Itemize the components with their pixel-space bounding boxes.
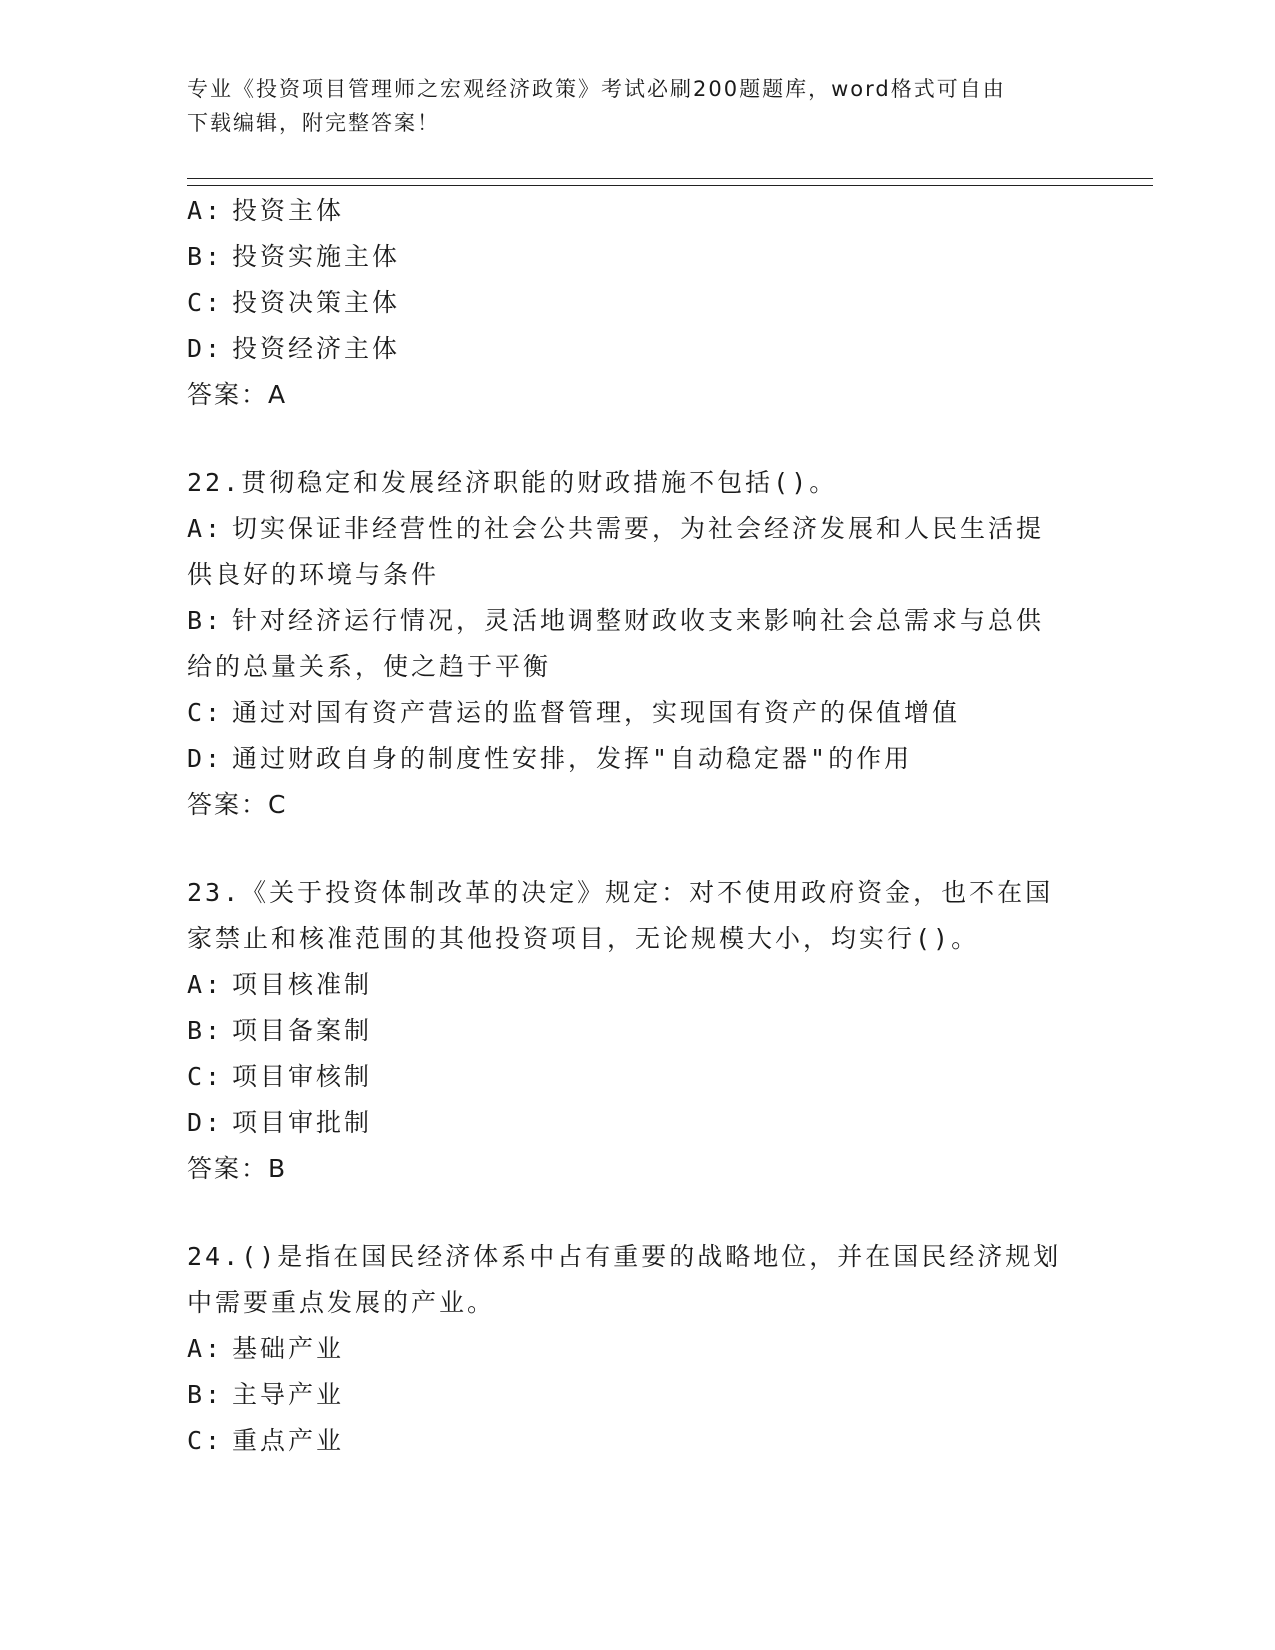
option-a: A: 切实保证非经营性的社会公共需要，为社会经济发展和人民生活提 xyxy=(187,514,1045,543)
option-a: A: 投资主体 xyxy=(187,196,345,225)
option-c: C: 投资决策主体 xyxy=(187,288,401,317)
header-title-line-2: 下载编辑，附完整答案！ xyxy=(187,111,440,135)
question-24 xyxy=(187,1234,1087,1464)
question-stem-line-2: 家禁止和核准范围的其他投资项目，无论规模大小，均实行()。 xyxy=(187,924,980,953)
question-23 xyxy=(187,870,1087,1192)
header-double-rule xyxy=(187,178,1153,186)
option-c: C: 重点产业 xyxy=(187,1426,345,1455)
answer-line: 答案：A xyxy=(187,380,288,409)
question-22 xyxy=(187,460,1087,828)
question-21 xyxy=(187,188,1087,418)
option-d: D: 项目审批制 xyxy=(187,1108,373,1137)
option-b: B: 主导产业 xyxy=(187,1380,345,1409)
option-b: B: 针对经济运行情况，灵活地调整财政收支来影响社会总需求与总供 xyxy=(187,606,1045,635)
option-a: A: 项目核准制 xyxy=(187,970,373,999)
answer-line: 答案：B xyxy=(187,1154,288,1183)
answer-line: 答案：C xyxy=(187,790,288,819)
option-b-continued: 给的总量关系，使之趋于平衡 xyxy=(187,652,552,681)
option-c: C: 项目审核制 xyxy=(187,1062,373,1091)
option-b: B: 投资实施主体 xyxy=(187,242,401,271)
question-stem-line-2: 中需要重点发展的产业。 xyxy=(187,1288,496,1317)
option-c: C: 通过对国有资产营运的监督管理，实现国有资产的保值增值 xyxy=(187,698,961,727)
question-stem-line-1: 23.《关于投资体制改革的决定》规定：对不使用政府资金，也不在国 xyxy=(187,878,1054,907)
header-title-line-1: 专业《投资项目管理师之宏观经济政策》考试必刷200题题库，word格式可自由 xyxy=(187,77,1006,101)
question-content xyxy=(187,188,1087,1464)
option-a-continued: 供良好的环境与条件 xyxy=(187,560,440,589)
document-header xyxy=(187,72,1087,140)
option-b: B: 项目备案制 xyxy=(187,1016,373,1045)
question-stem: 22.贯彻稳定和发展经济职能的财政措施不包括()。 xyxy=(187,468,838,497)
question-stem-line-1: 24.()是指在国民经济体系中占有重要的战略地位，并在国民经济规划 xyxy=(187,1242,1062,1271)
option-d: D: 投资经济主体 xyxy=(187,334,401,363)
option-d: D: 通过财政自身的制度性安排，发挥"自动稳定器"的作用 xyxy=(187,744,913,773)
option-a: A: 基础产业 xyxy=(187,1334,345,1363)
